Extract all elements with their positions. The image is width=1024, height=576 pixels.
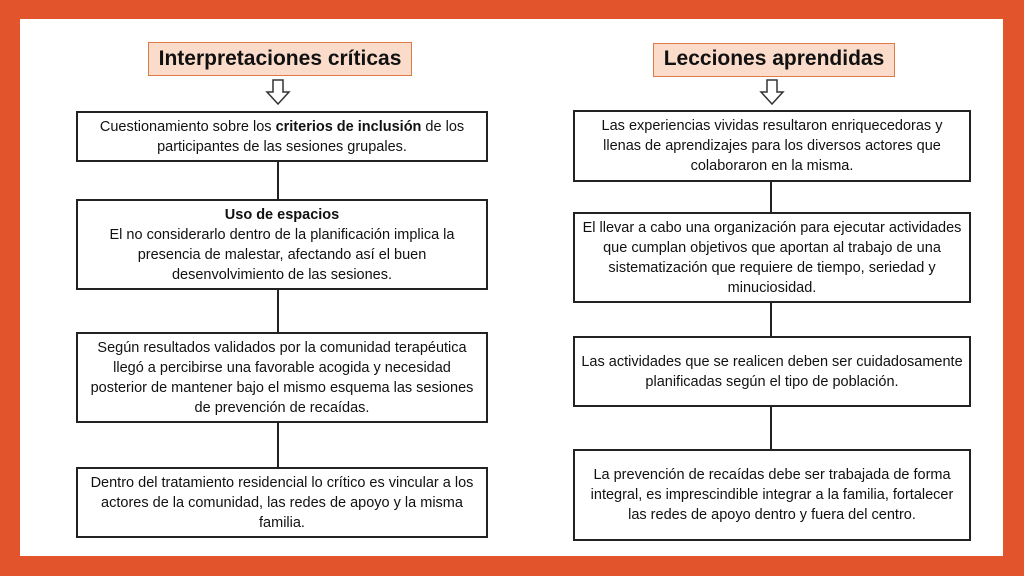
box-organizacion [573, 212, 971, 303]
down-arrow-icon [265, 79, 291, 105]
box-resultados-comunidad [76, 332, 488, 423]
experiencias-vividas-text: Las experiencias vividas resultaron enriquecedoras y llenas de aprendizajes para los diversos actores que colaboraron en la misma. [601, 118, 943, 174]
title-interpretaciones-criticas: Interpretaciones críticas [148, 42, 412, 76]
tratamiento-residencial-text: Dentro del tratamiento residencial lo crítico es vincular a los actores de la comunidad, las redes de apoyo y la misma familia. [90, 474, 474, 531]
box-experiencias-vividas [573, 110, 971, 182]
box-tratamiento-residencial [76, 467, 488, 538]
criterios-text-after: de los participantes de las sesiones grupales. [157, 118, 465, 155]
connector-line [770, 407, 772, 449]
connector-line [277, 423, 279, 467]
uso-espacios-text: El no considerarlo dentro de la planificación implica la presencia de malestar, afectando así el buen desenvolvimiento de las sesiones. [109, 226, 455, 283]
box-criterios-inclusion-text [84, 117, 480, 157]
box-criterios-inclusion [76, 111, 488, 162]
criterios-text-bold: criterios de inclusión [275, 118, 422, 135]
prevencion-recaidas-text: La prevención de recaídas debe ser trabajada de forma integral, es imprescindible integrar a la familia, fortalecer las redes de apoyo dentro y fuera del centro. [590, 467, 954, 523]
box-actividades-planificadas [573, 336, 971, 407]
actividades-planificadas-text: Las actividades que se realicen deben ser cuidadosamente planificadas según el tipo de población. [581, 353, 963, 390]
resultados-comunidad-text: Según resultados validados por la comunidad terapéutica llegó a percibirse una favorable acogida y necesidad posterior de mantener bajo el mismo esquema las sesiones de prevención de recaídas. [90, 339, 474, 416]
title-lecciones-aprendidas: Lecciones aprendidas [653, 43, 895, 77]
box-uso-de-espacios [76, 199, 488, 290]
organizacion-text: El llevar a cabo una organización para ejecutar actividades que cumplan objetivos que aportan al trabajo de una sistematización que requiere de tiempo, seriedad y minuciosidad. [582, 219, 962, 296]
connector-line [770, 303, 772, 336]
connector-line [277, 162, 279, 199]
connector-line [277, 290, 279, 332]
slide-canvas [20, 19, 1003, 556]
uso-espacios-heading: Uso de espacios [224, 206, 340, 223]
box-prevencion-recaidas [573, 449, 971, 541]
down-arrow-icon [759, 79, 785, 105]
connector-line [770, 182, 772, 212]
criterios-text-before: Cuestionamiento sobre los [99, 118, 276, 135]
